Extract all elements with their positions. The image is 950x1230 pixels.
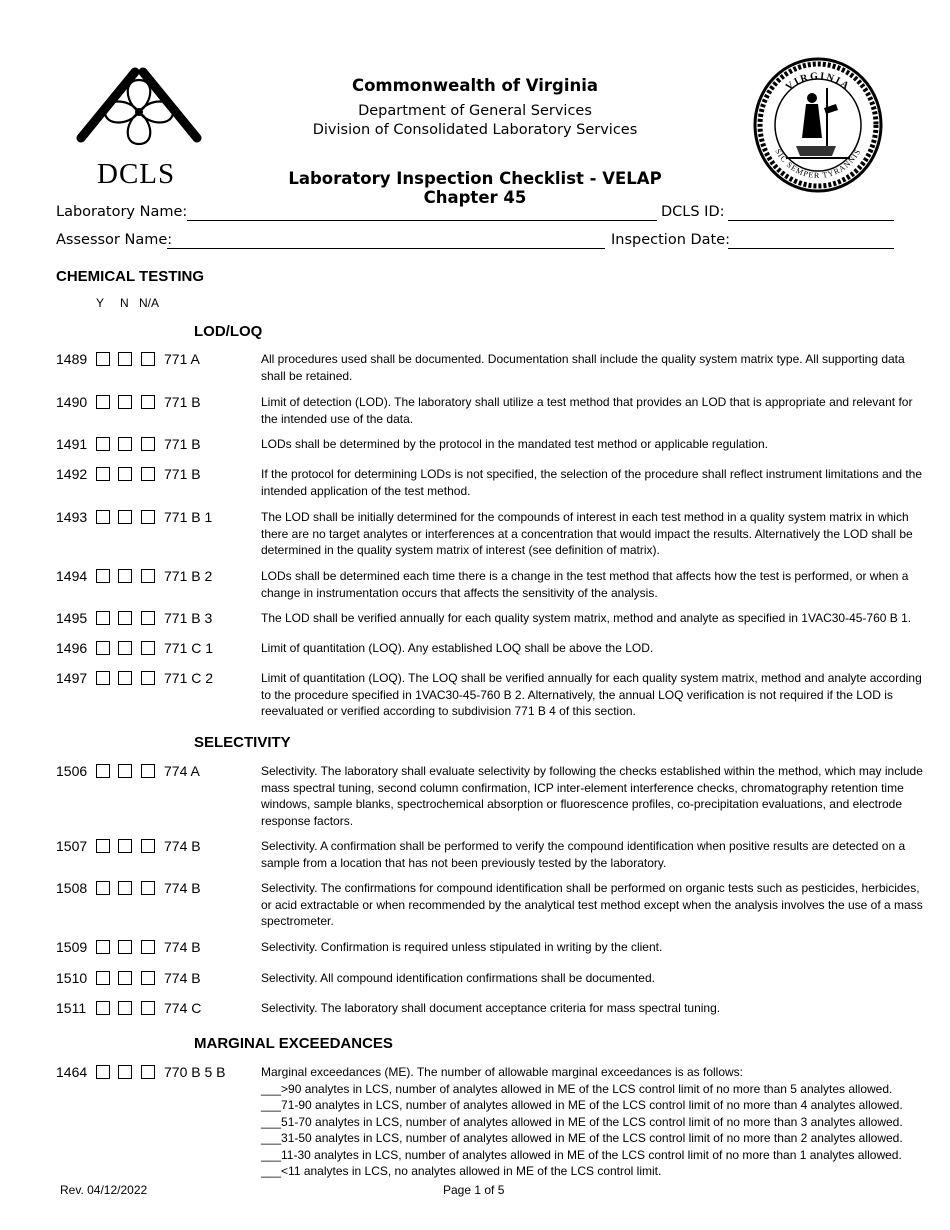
item-text-line: ___71-90 analytes in LCS, number of analytes allowed in ME of the LCS control limit of no more than 4 analytes allowed. bbox=[261, 1098, 903, 1112]
item-reference: 770 B 5 B bbox=[164, 1064, 226, 1080]
checkbox-na[interactable] bbox=[141, 395, 155, 409]
checkbox-no[interactable] bbox=[118, 1065, 132, 1079]
dcls-id-field[interactable] bbox=[728, 220, 894, 221]
checkbox-yes[interactable] bbox=[96, 839, 110, 853]
item-number: 1508 bbox=[56, 880, 88, 896]
checkbox-no[interactable] bbox=[118, 839, 132, 853]
item-text: Selectivity. The laboratory shall document acceptance criteria for mass spectral tuning. bbox=[261, 1001, 721, 1015]
checkbox-na[interactable] bbox=[141, 352, 155, 366]
item-number: 1491 bbox=[56, 436, 88, 452]
svg-text:VIRGINIA bbox=[784, 71, 852, 93]
lab-name-label: Laboratory Name: bbox=[56, 204, 188, 220]
checklist-title: Laboratory Inspection Checklist - VELAP Chapter 45 bbox=[288, 169, 662, 207]
logo-text: DCLS bbox=[97, 158, 176, 190]
checkbox-na[interactable] bbox=[141, 839, 155, 853]
department-name: Department of General Services bbox=[358, 103, 592, 119]
item-number: 1494 bbox=[56, 568, 88, 584]
item-text bbox=[261, 1064, 923, 1180]
item-number: 1490 bbox=[56, 394, 88, 410]
checkbox-na[interactable] bbox=[141, 1001, 155, 1015]
checkbox-yes[interactable] bbox=[96, 395, 110, 409]
item-reference: 771 B bbox=[164, 394, 201, 410]
item-reference: 774 C bbox=[164, 1000, 202, 1016]
item-number: 1507 bbox=[56, 838, 88, 854]
item-reference: 774 B bbox=[164, 939, 201, 955]
checkbox-na[interactable] bbox=[141, 437, 155, 451]
inspection-date-label: Inspection Date: bbox=[611, 232, 731, 248]
checkbox-no[interactable] bbox=[118, 395, 132, 409]
checkbox-no[interactable] bbox=[118, 352, 132, 366]
item-text: Limit of detection (LOD). The laboratory shall utilize a test method that provides an LOD that is appropriate and relevant for the intended use of the data. bbox=[261, 395, 913, 426]
item-number: 1495 bbox=[56, 610, 88, 626]
item-number: 1509 bbox=[56, 939, 88, 955]
item-number: 1496 bbox=[56, 640, 88, 656]
item-text-line: ___51-70 analytes in LCS, number of analytes allowed in ME of the LCS control limit of no more than 3 analytes allowed. bbox=[261, 1114, 903, 1129]
section-heading-lod-loq: LOD/LOQ bbox=[194, 323, 263, 340]
item-reference: 774 B bbox=[164, 970, 201, 986]
checkbox-na[interactable] bbox=[141, 764, 155, 778]
column-label-y: Y bbox=[96, 296, 105, 310]
item-text: Selectivity. Confirmation is required unless stipulated in writing by the client. bbox=[261, 940, 663, 954]
checkbox-na[interactable] bbox=[141, 1065, 155, 1079]
column-label-n: N bbox=[120, 296, 129, 310]
virginia-seal-icon bbox=[752, 56, 884, 194]
item-reference: 771 B 2 bbox=[164, 568, 213, 584]
section-title: CHEMICAL TESTING bbox=[56, 268, 205, 285]
item-reference: 771 C 1 bbox=[164, 640, 214, 656]
inspection-date-field[interactable] bbox=[728, 248, 894, 249]
checkbox-na[interactable] bbox=[141, 611, 155, 625]
checkbox-no[interactable] bbox=[118, 1001, 132, 1015]
item-text-line: ___<11 analytes in LCS, no analytes allowed in ME of the LCS control limit. bbox=[261, 1164, 662, 1178]
item-reference: 774 B bbox=[164, 880, 201, 896]
column-label-na: N/A bbox=[139, 296, 160, 310]
item-reference: 774 A bbox=[164, 763, 200, 779]
assessor-name-field[interactable] bbox=[167, 248, 605, 249]
checkbox-no[interactable] bbox=[118, 569, 132, 583]
checkbox-no[interactable] bbox=[118, 641, 132, 655]
dcls-id-label: DCLS ID: bbox=[661, 204, 725, 220]
checkbox-na[interactable] bbox=[141, 881, 155, 895]
item-text: LODs shall be determined by the protocol in the mandated test method or applicable regulation. bbox=[261, 437, 768, 451]
checkbox-na[interactable] bbox=[141, 510, 155, 524]
item-text: Selectivity. All compound identification confirmations shall be documented. bbox=[261, 971, 655, 985]
checkbox-yes[interactable] bbox=[96, 510, 110, 524]
checkbox-na[interactable] bbox=[141, 467, 155, 481]
item-reference: 771 A bbox=[164, 351, 200, 367]
item-text: Selectivity. The confirmations for compound identification shall be performed on organic tests such as pesticides, herbicides, or acid extractable or when recommended by the analytical test method except when the analysis involves the use of a mass spectrometer. bbox=[261, 881, 923, 928]
checkbox-yes[interactable] bbox=[96, 437, 110, 451]
checkbox-yes[interactable] bbox=[96, 881, 110, 895]
checkbox-na[interactable] bbox=[141, 671, 155, 685]
item-reference: 771 B bbox=[164, 466, 201, 482]
checkbox-yes[interactable] bbox=[96, 352, 110, 366]
checkbox-yes[interactable] bbox=[96, 569, 110, 583]
checkbox-no[interactable] bbox=[118, 940, 132, 954]
checkbox-no[interactable] bbox=[118, 764, 132, 778]
item-text: LODs shall be determined each time there is a change in the test method that affects how the test is performed, or when a change in instrumentation occurs that affects the sensitivity of the analysis. bbox=[261, 569, 909, 600]
checkbox-yes[interactable] bbox=[96, 940, 110, 954]
checkbox-yes[interactable] bbox=[96, 1065, 110, 1079]
item-text: Limit of quantitation (LOQ). Any established LOQ shall be above the LOD. bbox=[261, 641, 654, 655]
checkbox-yes[interactable] bbox=[96, 611, 110, 625]
checkbox-na[interactable] bbox=[141, 971, 155, 985]
assessor-name-label: Assessor Name: bbox=[56, 232, 173, 248]
checkbox-no[interactable] bbox=[118, 437, 132, 451]
checkbox-no[interactable] bbox=[118, 671, 132, 685]
item-number: 1493 bbox=[56, 509, 88, 525]
item-text: Selectivity. The laboratory shall evaluate selectivity by following the checks established within the method, which may include mass spectral tuning, second column confirmation, ICP inter-element interference checks, chromatography retention time windows, sample blanks, spectrochemical absorption or fluorescence profiles, co-precipitation evaluations, and electrode response factors. bbox=[261, 764, 923, 828]
item-text: All procedures used shall be documented. Documentation shall include the quality system matrix type. All supporting data shall be retained. bbox=[261, 352, 905, 383]
checkbox-yes[interactable] bbox=[96, 671, 110, 685]
seal-text-bottom: SIC SEMPER TYRANNIS bbox=[773, 147, 863, 181]
item-text: If the protocol for determining LODs is not specified, the selection of the procedure shall reflect instrument limitations and the intended application of the test method. bbox=[261, 467, 923, 498]
item-text: The LOD shall be initially determined for the compounds of interest in each test method in a quality system matrix in which there are no target analytes or interferences at a concentration that would impact the results. Alternatively the LOD shall be determined in the quality system matrix of interest (see definition of matrix). bbox=[261, 510, 913, 557]
checkbox-yes[interactable] bbox=[96, 764, 110, 778]
checkbox-no[interactable] bbox=[118, 510, 132, 524]
page-title: Commonwealth of Virginia bbox=[351, 76, 599, 95]
item-text: Selectivity. A confirmation shall be performed to verify the compound identification when positive results are detected on a sample from a location that has not been previously tested by the laboratory. bbox=[261, 839, 906, 870]
item-reference: 771 C 2 bbox=[164, 670, 214, 686]
page-number: Page 1 of 5 bbox=[443, 1183, 505, 1197]
item-reference: 771 B 1 bbox=[164, 509, 213, 525]
checkbox-no[interactable] bbox=[118, 467, 132, 481]
revision-date: Rev. 04/12/2022 bbox=[60, 1183, 148, 1197]
item-number: 1511 bbox=[56, 1000, 87, 1016]
item-reference: 771 B bbox=[164, 436, 201, 452]
checkbox-na[interactable] bbox=[141, 940, 155, 954]
seal-text-top: VIRGINIA bbox=[783, 70, 853, 93]
item-number: 1489 bbox=[56, 351, 88, 367]
item-number: 1506 bbox=[56, 763, 88, 779]
item-number: 1497 bbox=[56, 670, 88, 686]
checkbox-yes[interactable] bbox=[96, 971, 110, 985]
item-number: 1464 bbox=[56, 1064, 88, 1080]
section-heading-selectivity: SELECTIVITY bbox=[194, 734, 291, 751]
checkbox-na[interactable] bbox=[141, 569, 155, 583]
item-reference: 771 B 3 bbox=[164, 610, 213, 626]
item-number: 1492 bbox=[56, 466, 88, 482]
checkbox-na[interactable] bbox=[141, 641, 155, 655]
division-name: Division of Consolidated Laboratory Services bbox=[312, 122, 638, 138]
item-text-line: ___31-50 analytes in LCS, number of analytes allowed in ME of the LCS control limit of no more than 2 analytes allowed. bbox=[261, 1131, 903, 1145]
checkbox-yes[interactable] bbox=[96, 467, 110, 481]
item-number: 1510 bbox=[56, 970, 88, 986]
section-heading-marginal-exceedances: MARGINAL EXCEEDANCES bbox=[194, 1035, 393, 1052]
item-text: The LOD shall be verified annually for each quality system matrix, method and analyte as specified in 1VAC30-45-760 B 1. bbox=[261, 611, 912, 625]
item-text-line: ___>90 analytes in LCS, number of analytes allowed in ME of the LCS control limit of no more than 5 analytes allowed. bbox=[261, 1081, 893, 1096]
item-reference: 774 B bbox=[164, 838, 201, 854]
item-text: Limit of quantitation (LOQ). The LOQ shall be verified annually for each quality system matrix, method and analyte according to the procedure specified in 1VAC30-45-760 B 2. Alternatively, the annual LOQ verification is not required if the LOD is reevaluated or verified according to subdivision 771 B 4 of this section. bbox=[261, 671, 922, 718]
checkbox-no[interactable] bbox=[118, 611, 132, 625]
checkbox-no[interactable] bbox=[118, 881, 132, 895]
item-text-line: Marginal exceedances (ME). The number of allowable marginal exceedances is as follows: bbox=[261, 1065, 744, 1079]
item-text-line: ___11-30 analytes in LCS, number of analytes allowed in ME of the LCS control limit of no more than 1 analytes allowed. bbox=[261, 1147, 902, 1162]
checkbox-no[interactable] bbox=[118, 971, 132, 985]
checkbox-yes[interactable] bbox=[96, 1001, 110, 1015]
checkbox-yes[interactable] bbox=[96, 641, 110, 655]
lab-name-field[interactable] bbox=[187, 220, 657, 221]
